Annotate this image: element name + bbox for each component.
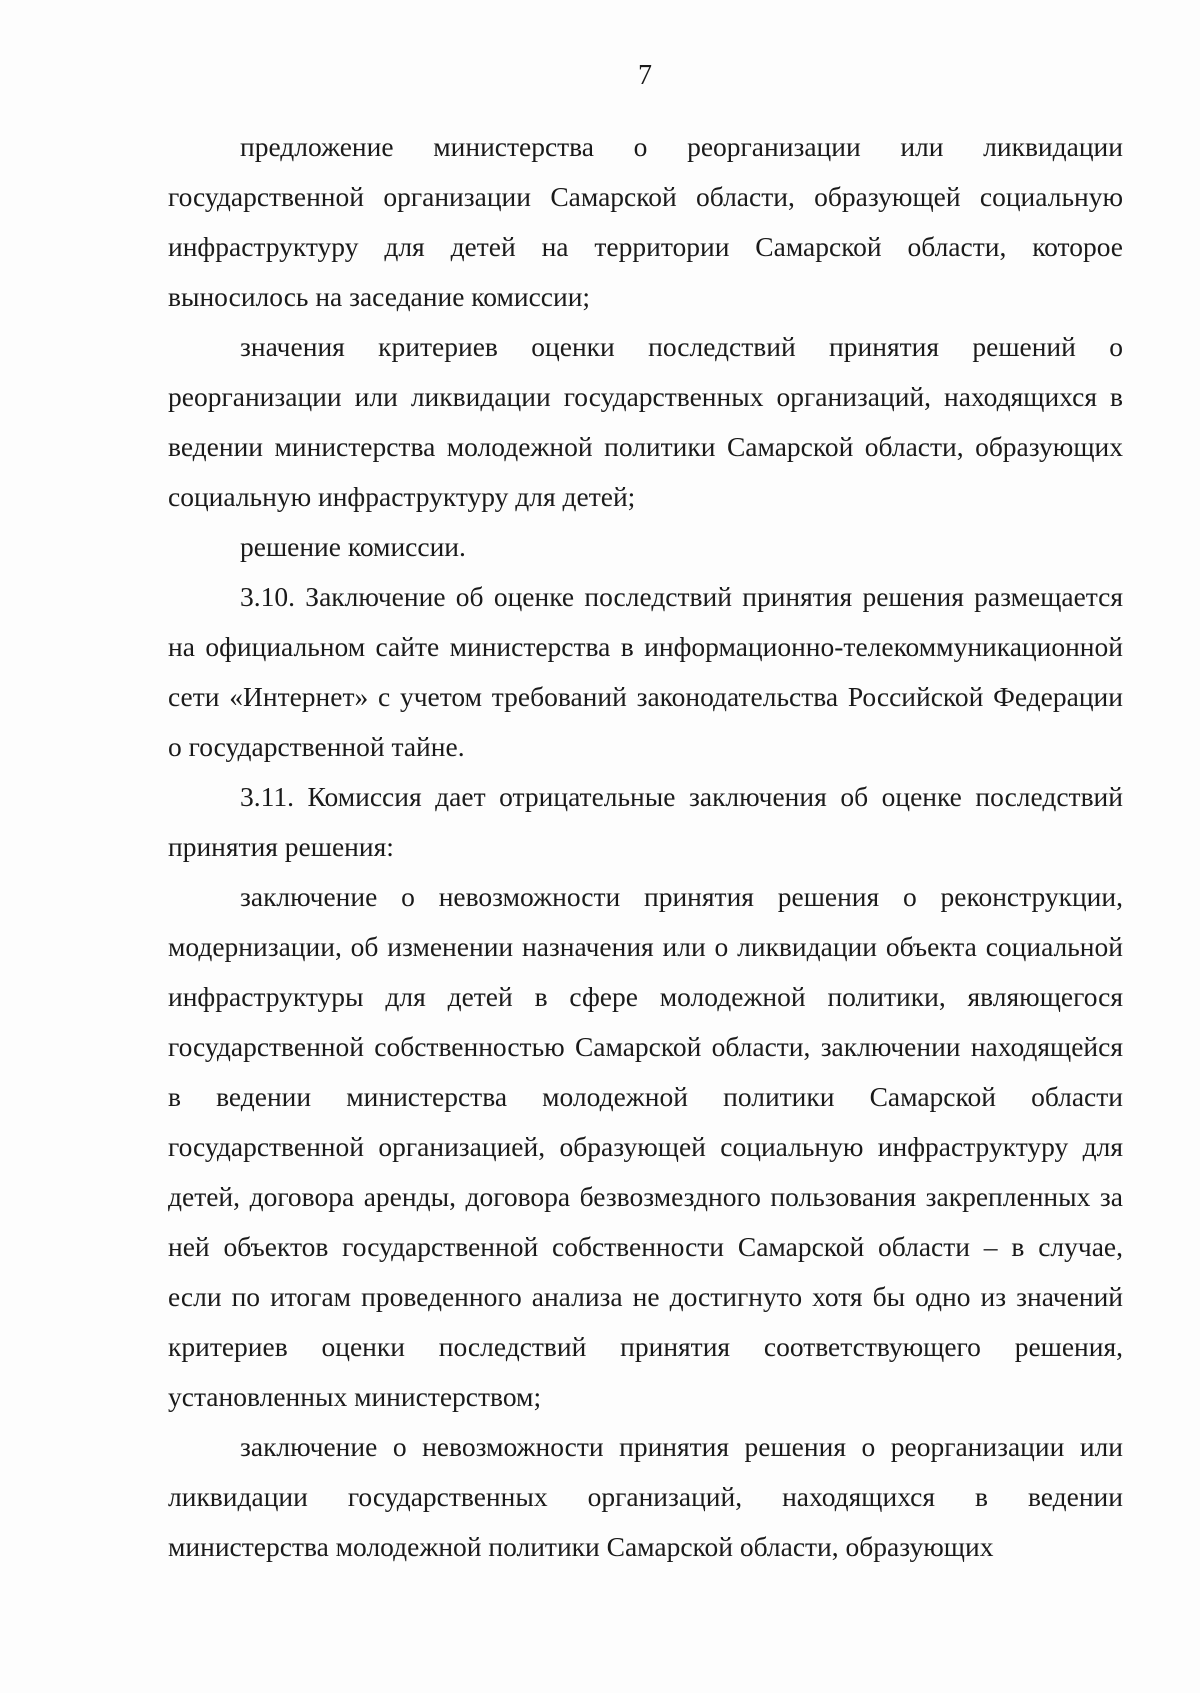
page-number: 7 (638, 60, 652, 91)
paragraph-3-11: 3.11. Комиссия дает отрицательные заключения об оценке последствий принятия решения: (168, 781, 1123, 862)
document-body (168, 122, 1123, 1572)
paragraph-reorganization-conclusion: заключение о невозможности принятия решения о реорганизации или ликвидации государственных организаций, находящихся в ведении министерства молодежной политики Самарской области, образующих (168, 1431, 1123, 1562)
paragraph-commission-decision: решение комиссии. (240, 531, 466, 562)
paragraph-3-10: 3.10. Заключение об оценке последствий принятия решения размещается на официальном сайте министерства в информационно-телекоммуникационной сети «Интернет» с учетом требований законодательства Российской Федерации о государственной тайне. (168, 581, 1123, 762)
paragraph-reconstruction-conclusion: заключение о невозможности принятия решения о реконструкции, модернизации, об изменении назначения или о ликвидации объекта социальной инфраструктуры для детей в сфере молодежной политики, являющегося государственной собственностью Самарской области, заключении находящейся в ведении министерства молодежной политики Самарской области государственной организацией, образующей социальную инфраструктуру для детей, договора аренды, договора безвозмездного пользования закрепленных за ней объектов государственной собственности Самарской области – в случае, если по итогам проведенного анализа не достигнуто хотя бы одно из значений критериев оценки последствий принятия соответствующего решения, установленных министерством; (168, 881, 1123, 1412)
paragraph-criteria-values: значения критериев оценки последствий принятия решений о реорганизации или ликвидации государственных организаций, находящихся в ведении министерства молодежной политики Самарской области, образующих социальную инфраструктуру для детей; (168, 331, 1123, 512)
paragraph-proposal: предложение министерства о реорганизации или ликвидации государственной организации Самарской области, образующей социальную инфраструктуру для детей на территории Самарской области, которое выносилось на заседание комиссии; (168, 131, 1123, 312)
